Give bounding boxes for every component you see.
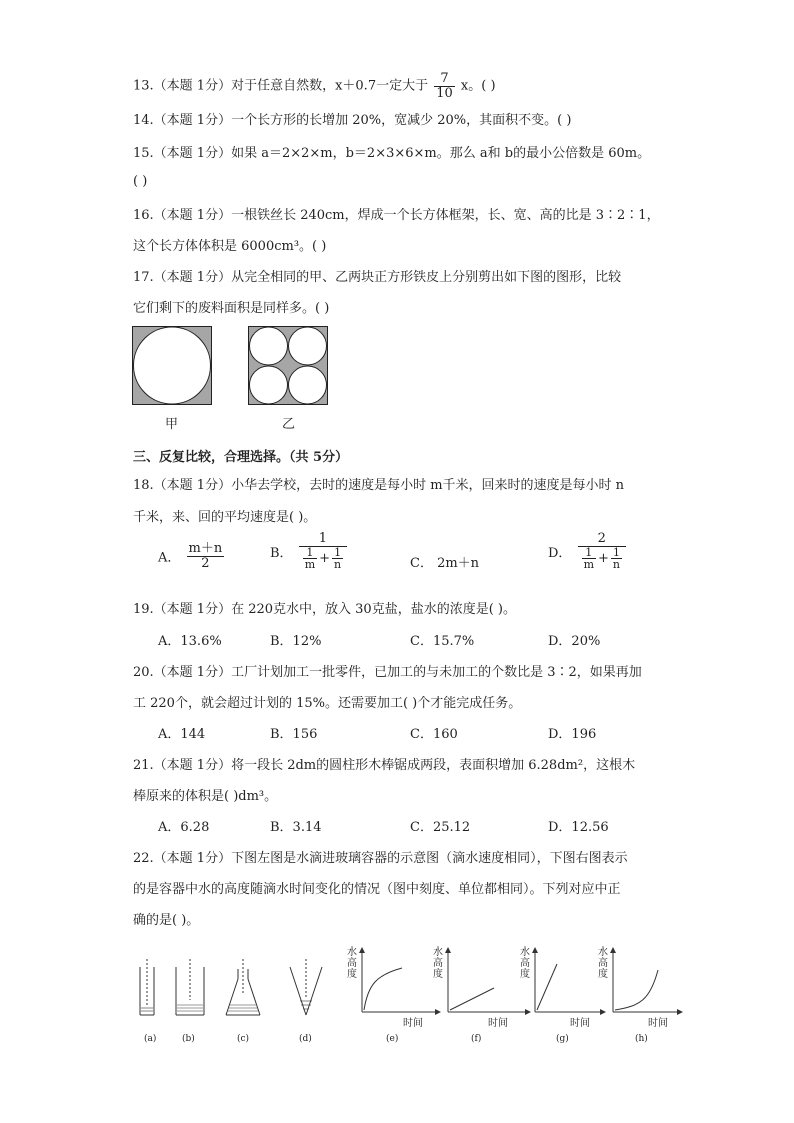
- graph-h-ylabel: [598, 947, 610, 980]
- q20-option-c[interactable]: C．160: [410, 727, 458, 742]
- q18-d-frac-m: [582, 547, 596, 571]
- caption-e: (e): [386, 1034, 399, 1044]
- question-14: 14.（本题 1分）一个长方形的长增加 20%，宽减少 20%，其面积不变。( ): [133, 113, 572, 128]
- q21-option-c[interactable]: C．25.12: [410, 820, 471, 835]
- yi-circle: [250, 366, 288, 404]
- figure-yi: [248, 326, 330, 406]
- question-16-line2: 这个长方体体积是 6000cm³。( ): [133, 239, 327, 254]
- graph-h-xlabel: 时间: [648, 1018, 668, 1029]
- q18-b-top: 1: [299, 532, 347, 547]
- q18-b-plus: +: [319, 550, 331, 566]
- q18-d-m-num: 1: [582, 547, 596, 560]
- ylabel-char: 度: [347, 969, 357, 980]
- question-20-line2: 工 220个，就会超过计划的 15%。还需要加工( )个才能完成任务。: [133, 696, 522, 711]
- caption-d: (d): [299, 1034, 312, 1044]
- jia-circle: [134, 327, 211, 404]
- q18-option-c[interactable]: C． 2m＋n: [410, 556, 480, 571]
- ylabel-char: 度: [433, 969, 443, 980]
- q18-option-a-fraction: [187, 542, 225, 570]
- ylabel-char: 水: [433, 947, 443, 958]
- question-20-line1: 20.（本题 1分）工厂计划加工一批零件，已加工的与未加工的个数比是 3∶2，如果再加: [133, 665, 642, 680]
- label-jia: 甲: [165, 417, 179, 432]
- q18-d-m-den: m: [583, 558, 595, 572]
- q18-b-n-num: 1: [332, 547, 343, 560]
- q19-option-b[interactable]: B．12%: [270, 634, 322, 649]
- q18-option-b-label: B．: [270, 545, 293, 561]
- graph-g: [535, 948, 605, 1012]
- question-13: [133, 72, 496, 100]
- ylabel-char: 水: [598, 947, 608, 958]
- question-22-line2: 的是容器中水的高度随滴水时间变化的情况（图中刻度、单位都相同）。下列对应中正: [133, 882, 621, 897]
- q18-d-n-num: 1: [611, 547, 622, 560]
- q18-b-frac-m: [303, 547, 317, 571]
- container-c: [226, 959, 260, 1015]
- q18-d-bottom: [578, 547, 626, 571]
- q18-a-num: m＋n: [188, 541, 223, 556]
- graph-f-ylabel: [433, 947, 445, 980]
- yi-circle: [289, 366, 327, 404]
- container-d: [290, 959, 322, 1015]
- caption-a: (a): [144, 1034, 157, 1044]
- question-15-line2: ( ): [133, 174, 148, 189]
- q18-d-n-den: n: [612, 558, 621, 572]
- curve-e: [364, 968, 402, 1010]
- q18-d-frac-n: [611, 547, 622, 571]
- figure-jia: [132, 326, 214, 406]
- ylabel-char: 高: [433, 958, 443, 969]
- q19-option-d[interactable]: D．20%: [548, 634, 601, 649]
- graph-e-ylabel: [347, 947, 359, 980]
- q18-option-b[interactable]: [270, 532, 349, 571]
- graph-e: [362, 948, 440, 1012]
- q13-fraction: [434, 72, 455, 100]
- question-18-line1: 18.（本题 1分）小华去学校，去时的速度是每小时 m千米，回来时的速度是每小时 n: [133, 478, 625, 493]
- containers-figure: [130, 955, 345, 1025]
- q13-frac-den: 10: [436, 85, 453, 101]
- q21-option-d[interactable]: D．12.56: [548, 820, 609, 835]
- yi-circle: [289, 327, 327, 365]
- ylabel-char: 水: [520, 947, 530, 958]
- q13-frac-num: 7: [434, 72, 455, 87]
- question-15-line1: 15.（本题 1分）如果 a＝2×2×m，b＝2×3×6×m。那么 a和 b的最小公倍数是 60m。: [133, 146, 651, 161]
- caption-f: (f): [471, 1034, 482, 1044]
- ylabel-char: 高: [347, 958, 357, 969]
- caption-g: (g): [556, 1034, 569, 1044]
- q18-b-n-den: n: [334, 558, 342, 572]
- container-a: [140, 959, 154, 1015]
- graph-g-ylabel: [520, 947, 532, 980]
- ylabel-char: 度: [598, 969, 608, 980]
- curve-g: [537, 964, 557, 1010]
- curve-h: [615, 970, 658, 1010]
- ylabel-char: 度: [520, 969, 530, 980]
- question-18-line2: 千米，来、回的平均速度是( )。: [133, 510, 317, 525]
- graph-e-xlabel: 时间: [403, 1018, 423, 1029]
- height-time-graphs: [340, 940, 685, 1028]
- question-17-line2: 它们剩下的废料面积是同样多。( ): [133, 301, 330, 316]
- q18-a-den: 2: [201, 555, 210, 571]
- ylabel-char: 水: [347, 947, 357, 958]
- q21-option-a[interactable]: A．6.28: [158, 820, 210, 835]
- q19-option-c[interactable]: C．15.7%: [410, 634, 475, 649]
- ylabel-char: 高: [520, 958, 530, 969]
- q20-option-b[interactable]: B．156: [270, 727, 318, 742]
- graph-g-xlabel: 时间: [570, 1018, 590, 1029]
- question-16-line1: 16.（本题 1分）一根铁丝长 240cm，焊成一个长方体框架，长、宽、高的比是 3∶2∶1，: [133, 208, 660, 223]
- caption-b: (b): [182, 1034, 195, 1044]
- q20-option-d[interactable]: D．196: [548, 727, 597, 742]
- container-b: [176, 959, 204, 1015]
- q21-option-b[interactable]: B．3.14: [270, 820, 322, 835]
- question-17-line1: 17.（本题 1分）从完全相同的甲、乙两块正方形铁皮上分别剪出如下图的图形，比较: [133, 270, 622, 285]
- ylabel-char: 高: [598, 958, 608, 969]
- q18-d-plus: +: [598, 550, 609, 566]
- q18-option-b-fraction: [299, 532, 347, 571]
- question-21-line2: 棒原来的体积是( )dm³。: [133, 789, 278, 804]
- q18-option-d-label: D．: [548, 545, 572, 561]
- q19-option-a[interactable]: A．13.6%: [158, 634, 222, 649]
- q18-b-frac-n: [332, 547, 343, 571]
- q18-d-top: 2: [578, 532, 626, 547]
- q20-option-a[interactable]: A．144: [158, 727, 206, 742]
- q18-b-m-den: m: [304, 558, 316, 572]
- q18-b-bottom: [299, 547, 347, 571]
- question-21-line1: 21.（本题 1分）将一段长 2dm的圆柱形木棒锯成两段，表面积增加 6.28dm²，这根木: [133, 758, 636, 773]
- q18-option-d[interactable]: [548, 532, 628, 571]
- section-3-title: 三、反复比较，合理选择。（共 5分）: [133, 450, 349, 465]
- question-22-line3: 确的是( )。: [133, 913, 200, 928]
- q18-option-a-label: A．: [158, 550, 181, 566]
- graph-f: [448, 948, 530, 1012]
- q18-option-a[interactable]: [158, 542, 226, 570]
- label-yi: 乙: [282, 417, 296, 432]
- caption-h: (h): [635, 1034, 648, 1044]
- graph-f-xlabel: 时间: [488, 1018, 508, 1029]
- q18-option-d-fraction: [578, 532, 626, 571]
- q13-text-after: x。( ): [460, 78, 496, 94]
- curve-f: [450, 988, 494, 1010]
- q13-text-before: 13.（本题 1分）对于任意自然数，x＋0.7一定大于: [133, 78, 429, 94]
- graph-h: [613, 948, 682, 1012]
- caption-c: (c): [237, 1034, 250, 1044]
- q18-b-m-num: 1: [303, 547, 317, 560]
- yi-circle: [250, 327, 288, 365]
- question-22-line1: 22.（本题 1分）下图左图是水滴进玻璃容器的示意图（滴水速度相同），下图右图表示: [133, 851, 628, 866]
- question-19: 19.（本题 1分）在 220克水中，放入 30克盐，盐水的浓度是( )。: [133, 602, 516, 617]
